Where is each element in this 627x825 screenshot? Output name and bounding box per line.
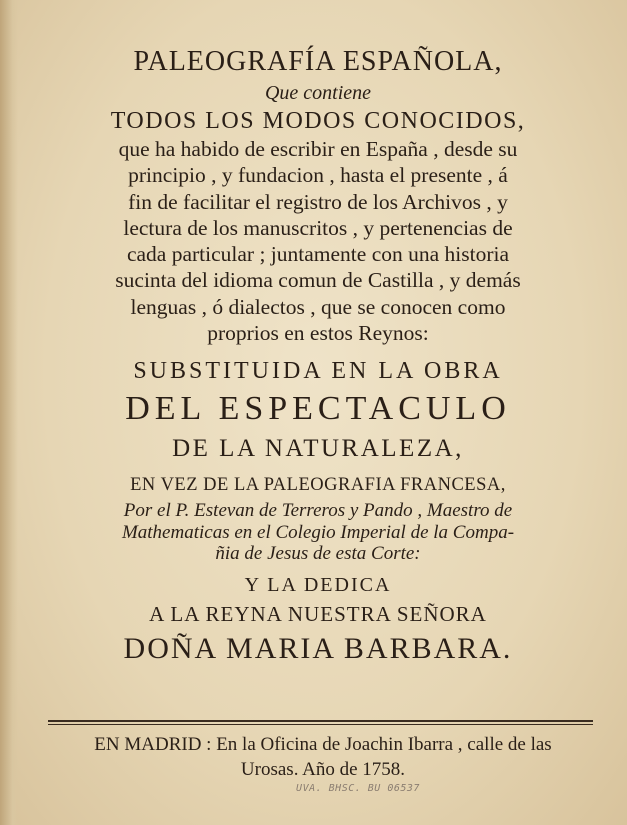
reyna-line: A LA REYNA NUESTRA SEÑORA: [149, 601, 487, 626]
naturaleza-line: DE LA NATURALEZA,: [172, 435, 464, 463]
imprint-line: EN MADRID : En la Oficina de Joachin Ibarra , calle de las: [94, 734, 552, 755]
description-line: fin de facilitar el registro de los Archivos , y: [128, 189, 508, 214]
substituida-line: SUBSTITUIDA EN LA OBRA: [133, 358, 503, 385]
description-line: proprios en estos Reynos:: [207, 321, 429, 346]
author-line: Mathematicas en el Colegio Imperial de la Compa-: [121, 521, 515, 543]
description-line: sucinta del idioma comun de Castilla , y demás: [115, 268, 521, 293]
description-line: cada particular ; juntamente con una historia: [126, 242, 510, 267]
page-edge-shadow: [0, 0, 18, 825]
library-stamp: UVA. BHSC. BU 06537: [296, 783, 420, 794]
que-contiene-line: Que contiene: [264, 82, 372, 104]
dona-maria-barbara-line: DOÑA MARIA BARBARA.: [123, 631, 513, 665]
author-line: ñia de Jesus de esta Corte:: [215, 543, 421, 565]
espectaculo-line: DEL ESPECTACULO: [125, 390, 511, 428]
description-line: que ha habido de escribir en España , desde su: [118, 137, 518, 161]
imprint-block: [38, 732, 608, 782]
author-paragraph: [28, 500, 608, 565]
todos-los-modos-line: TODOS LOS MODOS CONOCIDOS,: [110, 108, 526, 134]
main-title: PALEOGRAFÍA ESPAÑOLA,: [133, 46, 503, 77]
divider-rule: [48, 720, 593, 722]
description-line: principio , y fundacion , hasta el presente , á: [128, 163, 508, 188]
author-line: Por el P. Estevan de Terreros y Pando , Maestro de: [123, 500, 513, 522]
description-line: lenguas , ó dialectos , que se conocen como: [130, 294, 506, 319]
dedica-line: Y LA DEDICA: [244, 573, 392, 596]
title-block: [28, 44, 608, 669]
divider-rule-thin: [48, 724, 593, 725]
imprint-line: Urosas. Año de 1758.: [240, 759, 406, 780]
en-vez-line: EN VEZ DE LA PALEOGRAFIA FRANCESA,: [130, 475, 506, 496]
description-line: lectura de los manuscritos , y pertenencias de: [123, 215, 513, 240]
description-paragraph: [28, 136, 608, 346]
